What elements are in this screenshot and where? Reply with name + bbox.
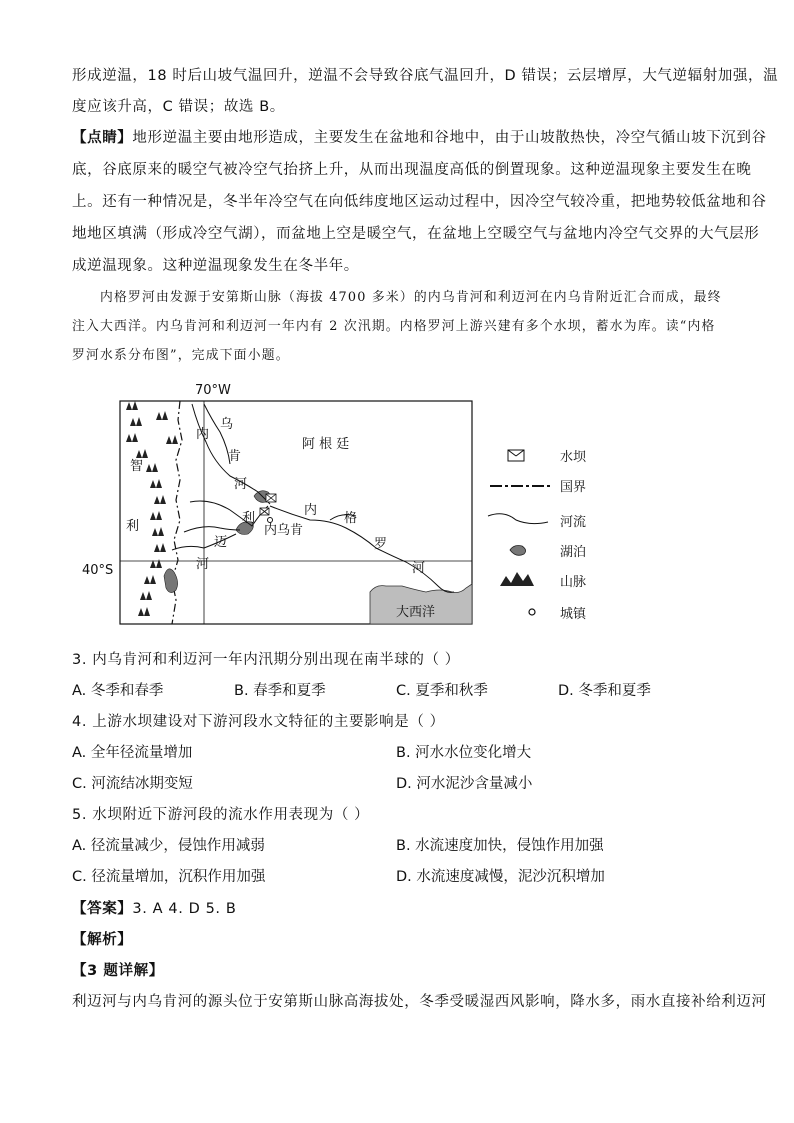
prev-text-line-1: 形成逆温，18 时后山坡气温回升，逆温不会导致谷底气温回升，D 错误；云层增厚，大气逆辐射加强，温 (72, 68, 779, 84)
tip-paragraph-line-1 (72, 128, 767, 148)
negro-river-label-4: 河 (412, 561, 426, 576)
prev-text-line-2: 度应该升高，C 错误；故选 B。 (72, 99, 285, 115)
q5-option-d: D. 水流速度减慢，泥沙沉积增加 (396, 869, 605, 885)
question-5-stem: 5. 水坝附近下游河段的流水作用表现为（ ） (72, 807, 370, 823)
intro-line-3: 罗河水系分布图”，完成下面小题。 (72, 348, 290, 363)
chile-label-1: 智 (130, 459, 144, 474)
longitude-label: 70°W (195, 383, 231, 398)
limay-river-label-2: 迈 (214, 535, 228, 550)
legend-dam-icon (508, 450, 524, 461)
q4-option-a: A. 全年径流量增加 (72, 745, 193, 761)
answer-label: 【答案】 (72, 901, 133, 917)
negro-river-label-3: 罗 (374, 537, 388, 552)
tip-text: 地形逆温主要由地形造成，主要发生在盆地和谷地中，由于山坡散热快，冷空气循山坡下沉到谷 (132, 130, 767, 146)
legend-mountain-label: 山脉 (560, 575, 587, 590)
answer-text: 3. A 4. D 5. B (132, 901, 237, 917)
city-neuquen-label: 内乌肯 (264, 523, 304, 538)
tip-line-3: 上。还有一种情况是，冬半年冷空气在向低纬度地区运动过程中，因冷空气较冷重，把地势较低盆地和谷 (72, 194, 767, 210)
negro-river-label-1: 内 (304, 503, 318, 518)
argentina-label: 阿 根 廷 (302, 437, 350, 452)
q3-option-a: A. 冬季和春季 (72, 683, 164, 699)
q4-option-b: B. 河水水位变化增大 (396, 745, 532, 761)
q4-option-c: C. 河流结冰期变短 (72, 776, 193, 792)
analysis-label: 【解析】 (72, 932, 133, 948)
question-4-stem: 4. 上游水坝建设对下游河段水文特征的主要影响是（ ） (72, 714, 445, 730)
q5-option-c: C. 径流量增加，沉积作用加强 (72, 869, 266, 885)
legend-border-label: 国界 (560, 480, 587, 495)
legend-town-icon (529, 609, 535, 615)
intro-line-1: 内格罗河由发源于安第斯山脉（海拔 4700 多米）的内乌肯河和利迈河在内乌肯附近汇合而成，最终 (100, 290, 722, 305)
q5-option-b: B. 水流速度加快，侵蚀作用加强 (396, 838, 604, 854)
chile-label-2: 利 (126, 519, 140, 534)
river-system-map (80, 380, 500, 630)
detail-3-label: 【3 题详解】 (72, 963, 164, 979)
detail-3-text: 利迈河与内乌肯河的源头位于安第斯山脉高海拔处，冬季受暖湿西风影响，降水多，雨水直接补给利迈河 (72, 994, 767, 1010)
answer-line (72, 899, 236, 919)
neuquen-river-label-2: 乌 (220, 417, 234, 432)
tip-label: 【点睛】 (72, 130, 133, 146)
town-neuquen (268, 518, 273, 523)
q3-option-b: B. 春季和夏季 (234, 683, 326, 699)
legend-lake-icon (510, 546, 526, 556)
neuquen-river-label-3: 肯 (228, 449, 242, 464)
tip-line-5: 成逆温现象。这种逆温现象发生在冬半年。 (72, 258, 359, 274)
map-legend (484, 440, 614, 624)
legend-mountain-icon (500, 572, 534, 586)
q3-option-d: D. 冬季和夏季 (558, 683, 651, 699)
legend-river-label: 河流 (560, 515, 587, 530)
latitude-label: 40°S (82, 563, 114, 578)
legend-river-icon (488, 514, 548, 524)
negro-river-label-2: 格 (344, 511, 358, 526)
intro-line-2: 注入大西洋。内乌肯河和利迈河一年内有 2 次汛期。内格罗河上游兴建有多个水坝，蓄水为库。读“内格 (72, 319, 716, 334)
question-3-stem: 3. 内乌肯河和利迈河一年内汛期分别出现在南半球的（ ） (72, 652, 460, 668)
q3-option-c: C. 夏季和秋季 (396, 683, 488, 699)
ocean-label: 大西洋 (396, 605, 436, 620)
limay-river-label-1: 利 (242, 511, 256, 526)
legend-lake-label: 湖泊 (560, 545, 587, 560)
q5-option-a: A. 径流量减少，侵蚀作用减弱 (72, 838, 265, 854)
legend-town-label: 城镇 (560, 607, 587, 622)
neuquen-river-label-4: 河 (234, 477, 248, 492)
tip-line-2: 底，谷底原来的暖空气被冷空气抬挤上升，从而出现温度高低的倒置现象。这种逆温现象主要发生在晚 (72, 162, 752, 178)
tip-line-4: 地地区填满（形成冷空气湖），而盆地上空是暖空气，在盆地上空暖空气与盆地内冷空气交界的大气层形 (72, 226, 760, 242)
q4-option-d: D. 河水泥沙含量减小 (396, 776, 533, 792)
limay-river-label-3: 河 (196, 557, 210, 572)
legend-dam-label: 水坝 (560, 450, 587, 465)
neuquen-river-label-1: 内 (196, 427, 210, 442)
